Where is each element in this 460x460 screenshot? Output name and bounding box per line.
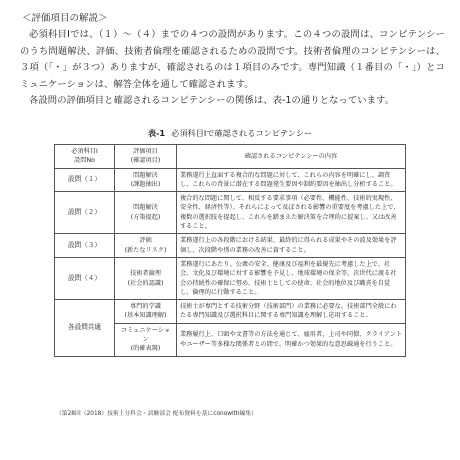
table-row	[55, 300, 406, 324]
header-evaluation-item: 評価項目 (確認項目)	[115, 145, 177, 169]
evaluation-item-cell: 技術者倫理 (社会的認識)	[115, 257, 177, 299]
competency-cell: 業務遂行にあたり、公衆の安全、健康及び福利を最優先に考慮した上で、社会、文化及び環境に対する影響を予見し、地球環境の保全等、次世代に渡る社会の持続性の確保に努め、技術士としての使命、社会的地位及び職責を自覚し、倫理的に行動すること。	[177, 257, 406, 299]
common-question-cell: 各設問共通	[55, 300, 115, 356]
evaluation-item-cell: 専門的学識 (基本知識理解)	[115, 300, 177, 324]
table-row	[55, 192, 406, 234]
table-caption-text: 必須科目Ⅰで確認されるコンピテンシー	[171, 128, 313, 138]
section-title: ＜評価項目の解説＞	[22, 13, 108, 24]
question-cell: 設問（１）	[55, 168, 115, 192]
table-caption-label: 表-1	[147, 128, 166, 138]
paragraph-1: 必須科目Ⅰでは、（１）～（４）までの４つの設問があります。この４つの設問は、コンピテンシーのうち問題解決、評価、技術者倫理を確認されるための設問です。技術者倫理のコンピテンシーは、３項（「・」が３つ）ありますが、確認されるのは１項目のみです。専門知識（１番目の「・」）とコミュニケーションは、解答全体を通して確認されます。	[20, 29, 445, 90]
competency-cell: 複合的な問題に関して、相反する要求事項（必要性、機能性、技術的実現性、安全性、経済性等）、それらによって及ぼされる影響の重要度を考慮した上で、複数の選択肢を提起し、これらを踏まえた解決策を合理的に提案し、又は改善すること。	[177, 192, 406, 234]
table-caption	[0, 128, 460, 139]
header-question-no: 必須科目Ⅰ 設問No	[55, 145, 115, 169]
competency-cell: 技術士が専門とする技術分野（技術部門）の業務に必要な、技術部門全般にわたる専門知識及び選択科目に関する専門知識を理解し応用すること。	[177, 300, 406, 324]
table-row	[55, 168, 406, 192]
competency-cell: 業務遂行上直面する複合的な問題に対して、これらの内容を明確にし、調査し、これらの背景に潜在する問題発生要因や制約要因を抽出し分析すること。	[177, 168, 406, 192]
source-note: （第28回（2018）技術士分科会・試験部会 配布資料を基にconowith編集）	[56, 411, 257, 417]
question-cell: 設問（２）	[55, 192, 115, 234]
explanation-body	[20, 27, 445, 110]
evaluation-item-cell: コミュニケーション (的確表現)	[115, 323, 177, 356]
evaluation-item-cell: 問題解決 (課題抽出)	[115, 168, 177, 192]
evaluation-item-cell: 問題解決 (方策提起)	[115, 192, 177, 234]
competency-table	[54, 144, 406, 357]
table-row	[55, 234, 406, 258]
competency-cell: 業務遂行上の各段階における結果、最終的に得られる成果やその波及効果を評価し、次段階や別の業務の改善に資すること。	[177, 234, 406, 258]
table-header-row	[55, 145, 406, 169]
question-cell: 設問（３）	[55, 234, 115, 258]
table-row	[55, 257, 406, 299]
paragraph-2: 各設問の評価項目と確認されるコンピテンシーの関係は、表-1の通りとなっています。	[29, 95, 395, 107]
competency-cell: 業務履行上、口頭や文書等の方法を通じて、雇用者、上司や同僚、クライアントやユーザー等多様な関係者との間で、明確かつ効果的な意思疎通を行うこと。	[177, 323, 406, 356]
question-cell: 設問（４）	[55, 257, 115, 299]
evaluation-item-cell: 評価 (新たなリスク)	[115, 234, 177, 258]
header-competency: 確認されるコンピテンシーの内容	[177, 145, 406, 169]
